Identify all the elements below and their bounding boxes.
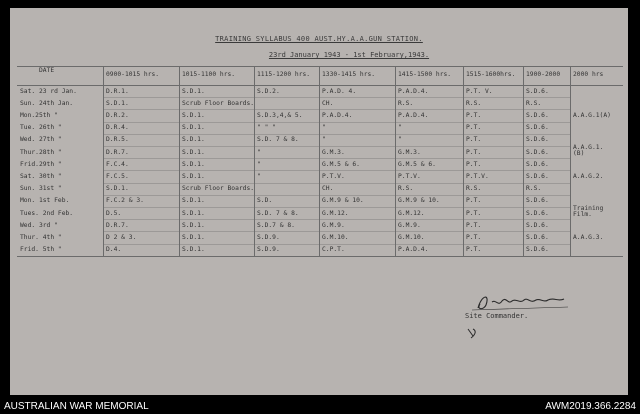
table-cell: D.4. bbox=[106, 246, 122, 254]
table-cell: CH. bbox=[322, 99, 334, 107]
table-cell: S.D. 7 & 8. bbox=[257, 136, 299, 144]
table-cell: G.M.10. bbox=[322, 233, 349, 241]
table-cell: G.M.12. bbox=[322, 209, 349, 217]
table-cell: G.M.9 & 10. bbox=[398, 197, 440, 205]
table-cell: S.D.6. bbox=[526, 221, 549, 229]
table-cell: D.R.2. bbox=[106, 111, 129, 119]
table-cell: Training Film. bbox=[573, 205, 604, 218]
table-cell: " bbox=[322, 124, 326, 132]
table-cell: R.S. bbox=[526, 185, 542, 193]
table-rule bbox=[17, 85, 623, 86]
table-cell: A.A.G.2. bbox=[573, 172, 604, 180]
table-column-rule bbox=[319, 66, 320, 256]
table-cell: S.D.6. bbox=[526, 136, 549, 144]
table-cell: P.A.D.4. bbox=[398, 246, 429, 254]
table-date-cell: Frid.29th " bbox=[20, 160, 62, 168]
table-cell: R.S. bbox=[466, 99, 482, 107]
table-header-cell: 2000 hrs bbox=[573, 71, 604, 78]
table-date-cell: Mon.25th " bbox=[20, 111, 58, 119]
table-row-rule bbox=[103, 244, 570, 245]
table-header-cell: DATE bbox=[39, 67, 55, 74]
table-cell: S.D.1. bbox=[182, 136, 205, 144]
table-cell: D.R.4. bbox=[106, 124, 129, 132]
table-header-cell: 1115-1200 hrs. bbox=[257, 71, 311, 78]
table-header-cell: 1515-1600hrs. bbox=[466, 71, 516, 78]
table-cell: S.D.1. bbox=[182, 111, 205, 119]
table-row-rule bbox=[103, 109, 570, 110]
table-row-rule bbox=[103, 158, 570, 159]
table-row-rule bbox=[103, 170, 570, 171]
table-cell: G.M.9. bbox=[322, 221, 345, 229]
table-cell: S.D.1. bbox=[182, 246, 205, 254]
table-cell: F.C.2 & 3. bbox=[106, 197, 144, 205]
table-row-rule bbox=[103, 97, 570, 98]
table-cell: D.R.1. bbox=[106, 87, 129, 95]
table-cell: S.D.6. bbox=[526, 87, 549, 95]
table-cell: P.T.V. bbox=[322, 172, 345, 180]
table-cell: D.5. bbox=[106, 209, 122, 217]
table-cell: P.T. bbox=[466, 246, 482, 254]
document-date-range: 23rd January 1943 - 1st February,1943. bbox=[268, 51, 430, 59]
table-cell: S.D. bbox=[257, 197, 273, 205]
table-cell: F.C.4. bbox=[106, 160, 129, 168]
table-date-cell: Mon. 1st Feb. bbox=[20, 197, 70, 205]
table-cell: P.T. V. bbox=[466, 87, 493, 95]
table-cell: P.A.D.4. bbox=[322, 111, 353, 119]
table-date-cell: Thur.28th " bbox=[20, 148, 62, 156]
table-rule bbox=[17, 256, 623, 257]
table-cell: P.T.V. bbox=[398, 172, 421, 180]
table-cell: A.A.G.1(A) bbox=[573, 111, 611, 119]
table-cell: P.T. bbox=[466, 111, 482, 119]
table-cell: " bbox=[398, 136, 402, 144]
table-cell: " bbox=[257, 160, 261, 168]
table-cell: P.T. bbox=[466, 160, 482, 168]
table-cell: S.D.1. bbox=[106, 99, 129, 107]
table-row-rule bbox=[103, 146, 570, 147]
handwritten-initial-mark bbox=[465, 326, 479, 340]
footer-institution: AUSTRALIAN WAR MEMORIAL bbox=[4, 401, 149, 412]
table-date-cell: Wed. 3rd " bbox=[20, 221, 58, 229]
table-cell: S.D.1. bbox=[182, 160, 205, 168]
table-cell: P.T. bbox=[466, 136, 482, 144]
table-cell: A.A.G.3. bbox=[573, 233, 604, 241]
table-cell: P.A.D. 4. bbox=[322, 87, 357, 95]
table-cell: C.P.T. bbox=[322, 246, 345, 254]
table-cell: R.S. bbox=[398, 185, 414, 193]
table-cell: " bbox=[322, 136, 326, 144]
table-header-cell: 1415-1500 hrs. bbox=[398, 71, 452, 78]
table-cell: P.T. bbox=[466, 148, 482, 156]
table-cell: G.M.5 & 6. bbox=[398, 160, 436, 168]
table-cell: R.S. bbox=[466, 185, 482, 193]
table-cell: " bbox=[257, 172, 261, 180]
table-cell: S.D.3,4,& 5. bbox=[257, 111, 303, 119]
table-header-cell: 1015-1100 hrs. bbox=[182, 71, 236, 78]
table-cell: S.D.1. bbox=[182, 221, 205, 229]
table-date-cell: Sat. 23 rd Jan. bbox=[20, 87, 77, 95]
table-date-cell: Tues. 2nd Feb. bbox=[20, 209, 74, 217]
table-date-cell: Wed. 27th " bbox=[20, 136, 62, 144]
table-cell: S.D.6. bbox=[526, 111, 549, 119]
table-cell: S.D.1. bbox=[182, 172, 205, 180]
table-cell: Scrub Floor Boards. bbox=[182, 99, 255, 107]
table-cell: D 2 & 3. bbox=[106, 233, 137, 241]
table-cell: P.A.D.4. bbox=[398, 87, 429, 95]
table-cell: S.D.1. bbox=[182, 87, 205, 95]
table-cell: R.S. bbox=[526, 99, 542, 107]
table-cell: S.D.6. bbox=[526, 233, 549, 241]
table-cell: P.T.V. bbox=[466, 172, 489, 180]
table-column-rule bbox=[523, 66, 524, 256]
table-cell: D.R.7. bbox=[106, 221, 129, 229]
table-cell: S.D.1. bbox=[182, 209, 205, 217]
table-cell: S.D.6. bbox=[526, 197, 549, 205]
table-cell: S.D. 7 & 8. bbox=[257, 209, 299, 217]
table-date-cell: Tue. 26th " bbox=[20, 124, 62, 132]
table-cell: G.M.12. bbox=[398, 209, 425, 217]
table-cell: S.D.9. bbox=[257, 233, 280, 241]
table-row-rule bbox=[103, 122, 570, 123]
table-row-rule bbox=[103, 183, 570, 184]
table-cell: S.D.1. bbox=[182, 197, 205, 205]
table-header-cell: 1900-2000 bbox=[526, 71, 561, 78]
table-cell: " bbox=[257, 148, 261, 156]
table-cell: P.T. bbox=[466, 124, 482, 132]
table-cell: G.M.3. bbox=[322, 148, 345, 156]
signature-mark bbox=[468, 291, 578, 313]
table-cell: S.D.7 & 8. bbox=[257, 221, 295, 229]
table-row-rule bbox=[103, 219, 570, 220]
table-cell: S.D.6. bbox=[526, 246, 549, 254]
table-cell: CH. bbox=[322, 185, 334, 193]
table-cell: A.A.G.1.(B) bbox=[573, 144, 604, 157]
table-cell: P.T. bbox=[466, 221, 482, 229]
document-page bbox=[10, 8, 628, 395]
table-cell: Scrub Floor Boards. bbox=[182, 185, 255, 193]
table-column-rule bbox=[570, 66, 571, 256]
table-cell: G.M.9. bbox=[398, 221, 421, 229]
table-cell: S.D.6. bbox=[526, 124, 549, 132]
table-column-rule bbox=[463, 66, 464, 256]
table-cell: F.C.5. bbox=[106, 172, 129, 180]
table-column-rule bbox=[254, 66, 255, 256]
table-cell: G.M.10. bbox=[398, 233, 425, 241]
table-cell: D.R.7. bbox=[106, 148, 129, 156]
table-row-rule bbox=[103, 134, 570, 135]
table-header-cell: 0900-1015 hrs. bbox=[106, 71, 160, 78]
table-cell: S.D.6. bbox=[526, 148, 549, 156]
table-cell: G.M.3. bbox=[398, 148, 421, 156]
table-cell: P.T. bbox=[466, 197, 482, 205]
footer-accession-number: AWM2019.366.2284 bbox=[545, 401, 636, 412]
table-date-cell: Sun. 31st " bbox=[20, 185, 62, 193]
table-cell: S.D.6. bbox=[526, 209, 549, 217]
table-date-cell: Sun. 24th Jan. bbox=[20, 99, 74, 107]
table-cell: P.T. bbox=[466, 233, 482, 241]
table-cell: S.D.6. bbox=[526, 172, 549, 180]
table-column-rule bbox=[103, 66, 104, 256]
table-cell: S.D.1. bbox=[182, 233, 205, 241]
table-cell: D.R.5. bbox=[106, 136, 129, 144]
table-column-rule bbox=[179, 66, 180, 256]
table-rule bbox=[17, 66, 623, 67]
table-cell: S.D.1. bbox=[182, 148, 205, 156]
table-cell: " bbox=[398, 124, 402, 132]
table-date-cell: Thur. 4th " bbox=[20, 233, 62, 241]
table-header-cell: 1330-1415 hrs. bbox=[322, 71, 376, 78]
table-date-cell: Sat. 30th " bbox=[20, 172, 62, 180]
site-commander-caption: Site Commander. bbox=[465, 312, 529, 320]
table-cell: S.D.6. bbox=[526, 160, 549, 168]
table-column-rule bbox=[395, 66, 396, 256]
table-row-rule bbox=[103, 231, 570, 232]
table-cell: S.D.9. bbox=[257, 246, 280, 254]
table-cell: G.M.5 & 6. bbox=[322, 160, 360, 168]
document-title: TRAINING SYLLABUS 400 AUST.HY.A.A.GUN STATION. bbox=[215, 35, 423, 43]
table-cell: S.D.2. bbox=[257, 87, 280, 95]
table-cell: " " " bbox=[257, 124, 276, 132]
table-cell: S.D.1. bbox=[182, 124, 205, 132]
table-row-rule bbox=[103, 207, 570, 208]
table-cell: S.D.1. bbox=[106, 185, 129, 193]
table-row-rule bbox=[103, 195, 570, 196]
table-cell: P.A.D.4. bbox=[398, 111, 429, 119]
table-cell: G.M.9 & 10. bbox=[322, 197, 364, 205]
table-cell: R.S. bbox=[398, 99, 414, 107]
table-cell: P.T. bbox=[466, 209, 482, 217]
table-date-cell: Frid. 5th " bbox=[20, 246, 62, 254]
